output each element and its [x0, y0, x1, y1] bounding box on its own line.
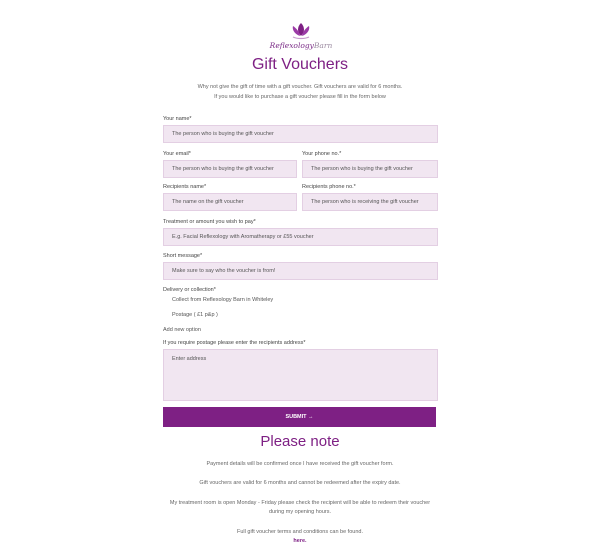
your-email-label: Your email* — [163, 151, 191, 157]
intro-line-2: If you would like to purchase a gift voucher please fill in the form below — [214, 94, 386, 100]
logo-text — [265, 41, 337, 50]
logo-sub: Barn — [313, 41, 333, 50]
note-line-3b: during my opening hours. — [268, 509, 332, 515]
delivery-label: Delivery or collection* — [163, 287, 216, 293]
your-phone-input[interactable]: The person who is buying the gift voucher — [302, 160, 438, 178]
recipient-phone-label: Recipients phone no.* — [302, 184, 356, 190]
logo-main: Reflexology — [269, 41, 314, 50]
note-line-2: Gift vouchers are valid for 6 months and cannot be redeemed after the expiry date. — [199, 480, 401, 486]
recipient-name-label: Recipients name* — [163, 184, 207, 190]
message-input[interactable]: Make sure to say who the voucher is from! — [163, 262, 438, 280]
your-email-input[interactable]: The person who is buying the gift voucher — [163, 160, 297, 178]
note-line-1: Payment details will be confirmed once I have received the gift voucher form. — [206, 461, 394, 467]
delivery-option-collect[interactable]: Collect from Reflexology Barn in Whiteley — [172, 297, 274, 303]
your-name-label: Your name* — [163, 116, 192, 122]
logo — [265, 20, 337, 54]
terms-link[interactable]: here. — [293, 538, 307, 544]
page-title: Gift Vouchers — [251, 56, 349, 73]
add-option-link[interactable]: Add new option — [163, 327, 201, 333]
delivery-option-postage[interactable]: Postage ( £1 p&p ) — [172, 312, 218, 318]
recipient-phone-input[interactable]: The person who is receiving the gift voucher — [302, 193, 438, 211]
note-title: Please note — [260, 433, 340, 450]
note-line-3a: My treatment room is open Monday - Friday please check the recipient will be able to redeem their voucher — [169, 500, 431, 506]
submit-button[interactable]: SUBMIT → — [163, 407, 436, 427]
message-label: Short message* — [163, 253, 203, 259]
address-textarea[interactable]: Enter address — [163, 349, 438, 401]
note-line-4: Full gift voucher terms and conditions can be found. — [237, 529, 363, 535]
your-phone-label: Your phone no.* — [302, 151, 342, 157]
treatment-input[interactable]: E.g. Facial Reflexology with Aromatherapy or £55 voucher — [163, 228, 438, 246]
treatment-label: Treatment or amount you wish to pay* — [163, 219, 256, 225]
lotus-icon — [265, 20, 337, 40]
intro-line-1: Why not give the gift of time with a gift voucher. Gift vouchers are valid for 6 months. — [197, 84, 403, 90]
address-label: If you require postage please enter the recipients address* — [163, 340, 306, 346]
recipient-name-input[interactable]: The name on the gift voucher — [163, 193, 297, 211]
your-name-input[interactable]: The person who is buying the gift voucher — [163, 125, 438, 143]
